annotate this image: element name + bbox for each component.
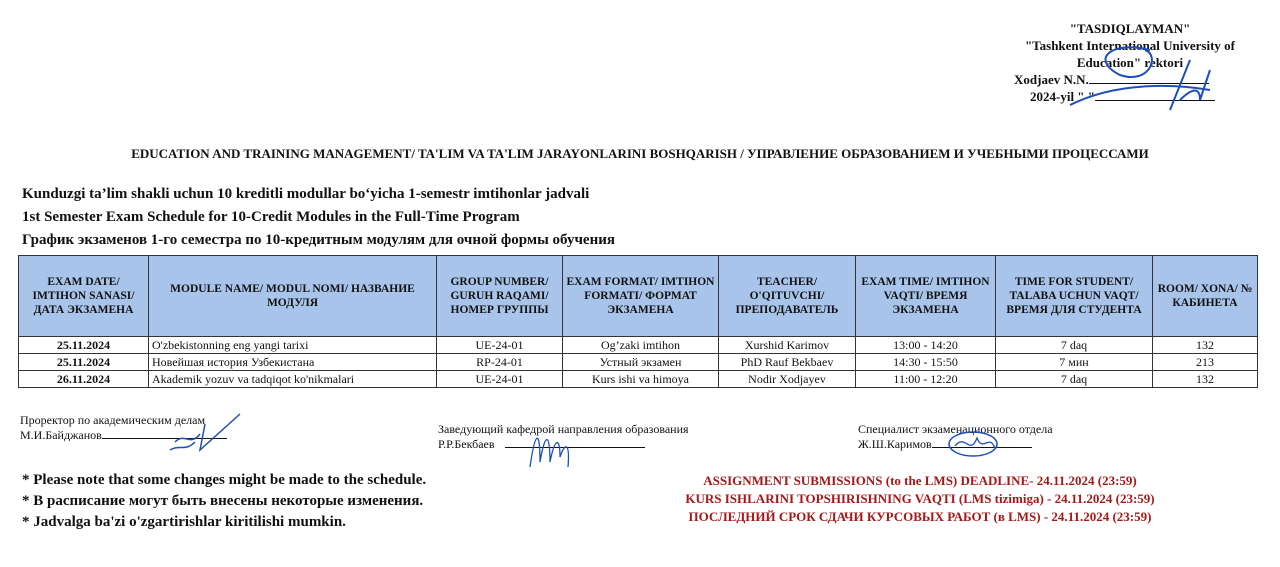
table-cell: RP-24-01 <box>437 354 563 371</box>
signature-name: Р.Р.Бекбаев <box>438 437 495 451</box>
table-cell: 7 мин <box>996 354 1153 371</box>
table-cell: Устный экзамен <box>563 354 719 371</box>
table-cell: 14:30 - 15:50 <box>856 354 996 371</box>
column-header: TEACHER/ O'QITUVCHI/ ПРЕПОДАВАТЕЛЬ <box>719 256 856 337</box>
column-header: EXAM TIME/ IMTIHON VAQTI/ ВРЕМЯ ЭКЗАМЕНА <box>856 256 996 337</box>
table-cell: Xurshid Karimov <box>719 337 856 354</box>
table-cell: 213 <box>1153 354 1258 371</box>
table-cell: 25.11.2024 <box>19 337 149 354</box>
column-header: EXAM FORMAT/ IMTIHON FORMATI/ ФОРМАТ ЭКЗАМЕНА <box>563 256 719 337</box>
deadline-en: ASSIGNMENT SUBMISSIONS (to the LMS) DEADLINE- 24.11.2024 (23:59) <box>703 473 1137 488</box>
deadline-ru: ПОСЛЕДНИЙ СРОК СДАЧИ КУРСОВЫХ РАБОТ (в LMS) - 24.11.2024 (23:59) <box>688 509 1152 524</box>
table-cell: 26.11.2024 <box>19 371 149 388</box>
specialist-signature-icon <box>945 428 1005 460</box>
deadline-block <box>600 472 1240 526</box>
approval-line-1: "TASDIQLAYMAN" <box>1069 21 1191 36</box>
table-cell: UE-24-01 <box>437 337 563 354</box>
table-cell: 7 daq <box>996 371 1153 388</box>
signature-role: Специалист экзаменационного отдела <box>858 422 1053 436</box>
table-cell: Nodir Xodjayev <box>719 371 856 388</box>
schedule-notes <box>22 470 426 533</box>
approval-date: 2024-yil " " <box>1030 89 1095 104</box>
department-heading: EDUCATION AND TRAINING MANAGEMENT/ TA'LIM VA TA'LIM JARAYONLARINI BOSHQARISH / УПРАВЛЕНИЕ ОБРАЗОВАНИЕМ И УЧЕБНЫМИ ПРОЦЕССАМИ <box>131 146 1149 161</box>
table-cell: Og’zaki imtihon <box>563 337 719 354</box>
deadline-uz: KURS ISHLARINI TOPSHIRISHNING VAQTI (LMS tizimiga) - 24.11.2024 (23:59) <box>685 491 1155 506</box>
signature-name: М.И.Байджанов <box>20 428 102 442</box>
title-uz: Kunduzgi ta’lim shakli uchun 10 kreditli modullar bo‘yicha 1-semestr imtihonlar jadvali <box>22 186 590 202</box>
table-cell: 13:00 - 14:20 <box>856 337 996 354</box>
table-cell: Новейшая история Узбекистана <box>149 354 437 371</box>
column-header: EXAM DATE/ IMTIHON SANASI/ ДАТА ЭКЗАМЕНА <box>19 256 149 337</box>
head-signature-icon <box>520 422 580 472</box>
title-en: 1st Semester Exam Schedule for 10-Credit Modules in the Full-Time Program <box>22 209 520 225</box>
title-ru: График экзаменов 1-го семестра по 10-кредитным модулям для очной формы обучения <box>22 232 615 248</box>
table-cell: 132 <box>1153 337 1258 354</box>
table-cell: 11:00 - 12:20 <box>856 371 996 388</box>
table-row <box>19 337 1258 354</box>
table-cell: O'zbekistonning eng yangi tarixi <box>149 337 437 354</box>
approval-line-3: Education" rektori <box>1076 55 1184 70</box>
note-ru: * В расписание могут быть внесены некоторые изменения. <box>22 493 424 509</box>
note-en: * Please note that some changes might be made to the schedule. <box>22 472 427 488</box>
schedule-titles <box>22 183 615 252</box>
column-header: TIME FOR STUDENT/ TALABA UCHUN VAQT/ ВРЕМЯ ДЛЯ СТУДЕНТА <box>996 256 1153 337</box>
exam-schedule-table <box>18 255 1258 388</box>
signature-name: Ж.Ш.Каримов <box>858 437 932 451</box>
prorector-signature-icon <box>155 412 245 452</box>
column-header: GROUP NUMBER/ GURUH RAQAMI/ НОМЕР ГРУППЫ <box>437 256 563 337</box>
approval-line-2: "Tashkent International University of <box>1024 38 1236 53</box>
rector-signature-icon <box>1050 30 1230 120</box>
table-cell: Akademik yozuv va tadqiqot ko'nikmalari <box>149 371 437 388</box>
table-row <box>19 371 1258 388</box>
table-row <box>19 354 1258 371</box>
note-uz: * Jadvalga ba'zi o'zgartirishlar kiritilishi mumkin. <box>22 514 346 530</box>
signature-role: Заведующий кафедрой направления образования <box>438 422 689 436</box>
table-cell: 25.11.2024 <box>19 354 149 371</box>
column-header: MODULE NAME/ MODUL NOMI/ НАЗВАНИЕ МОДУЛЯ <box>149 256 437 337</box>
table-cell: 132 <box>1153 371 1258 388</box>
table-cell: Kurs ishi va himoya <box>563 371 719 388</box>
table-cell: UE-24-01 <box>437 371 563 388</box>
table-cell: PhD Rauf Bekbaev <box>719 354 856 371</box>
rector-name: Xodjaev N.N. <box>1014 72 1089 87</box>
signature-role: Проректор по академическим делам <box>20 413 206 427</box>
column-header: ROOM/ XONA/ № КАБИНЕТА <box>1153 256 1258 337</box>
table-cell: 7 daq <box>996 337 1153 354</box>
